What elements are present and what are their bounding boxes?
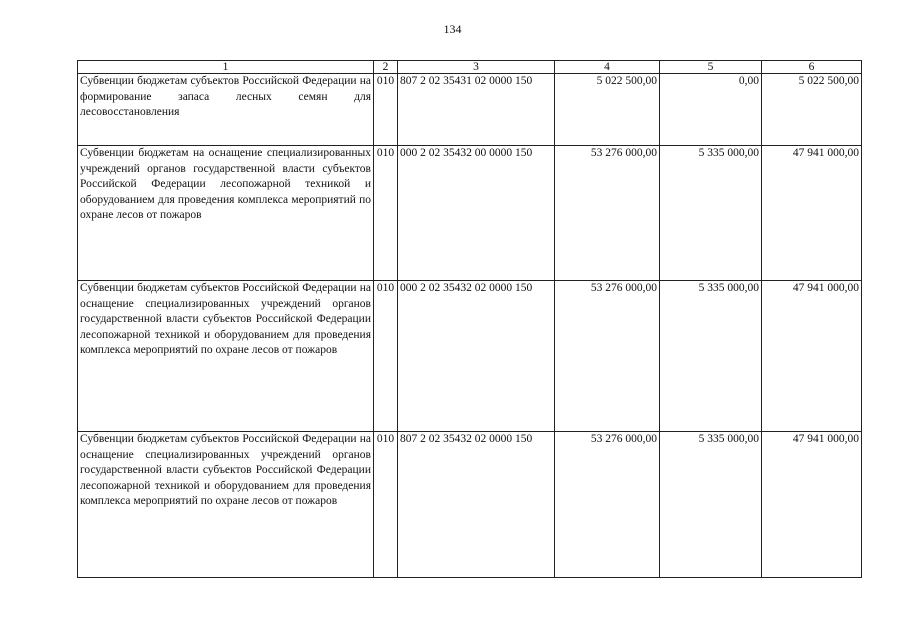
row-amount-col4: 53 276 000,00 <box>555 281 660 432</box>
table-row <box>78 74 862 146</box>
row-code: 010 <box>374 281 398 432</box>
row-budget-classification-code: 000 2 02 35432 00 0000 150 <box>398 146 555 281</box>
budget-table <box>77 60 862 578</box>
column-header-3: 3 <box>398 61 555 74</box>
row-amount-col5: 5 335 000,00 <box>660 146 762 281</box>
table-row <box>78 146 862 281</box>
row-budget-classification-code: 807 2 02 35431 02 0000 150 <box>398 74 555 146</box>
table-row <box>78 432 862 578</box>
row-budget-classification-code: 000 2 02 35432 02 0000 150 <box>398 281 555 432</box>
column-header-2: 2 <box>374 61 398 74</box>
row-description: Субвенции бюджетам субъектов Российской Федерации на оснащение специализированных учреждений органов государственной власти субъектов Российской Федерации лесопожарной техникой и оборудованием для проведения комплекса мероприятий по охране лесов от пожаров <box>78 432 374 578</box>
table-header-row <box>78 61 862 74</box>
column-header-4: 4 <box>555 61 660 74</box>
row-amount-col6: 5 022 500,00 <box>762 74 862 146</box>
row-code: 010 <box>374 74 398 146</box>
row-amount-col5: 0,00 <box>660 74 762 146</box>
row-amount-col4: 5 022 500,00 <box>555 74 660 146</box>
row-description: Субвенции бюджетам субъектов Российской Федерации на формирование запаса лесных семян для лесовосстановления <box>78 74 374 146</box>
row-description: Субвенции бюджетам субъектов Российской Федерации на оснащение специализированных учреждений органов государственной власти субъектов Российской Федерации лесопожарной техникой и оборудованием для проведения комплекса мероприятий по охране лесов от пожаров <box>78 281 374 432</box>
row-budget-classification-code: 807 2 02 35432 02 0000 150 <box>398 432 555 578</box>
page-number: 134 <box>443 22 462 36</box>
column-header-6: 6 <box>762 61 862 74</box>
row-amount-col5: 5 335 000,00 <box>660 432 762 578</box>
row-amount-col6: 47 941 000,00 <box>762 146 862 281</box>
row-description: Субвенции бюджетам на оснащение специализированных учреждений органов государственной власти субъектов Российской Федерации лесопожарной техникой и оборудованием для проведения комплекса мероприятий по охране лесов от пожаров <box>78 146 374 281</box>
row-amount-col5: 5 335 000,00 <box>660 281 762 432</box>
row-code: 010 <box>374 432 398 578</box>
row-amount-col6: 47 941 000,00 <box>762 281 862 432</box>
table-row <box>78 281 862 432</box>
row-amount-col4: 53 276 000,00 <box>555 146 660 281</box>
row-amount-col6: 47 941 000,00 <box>762 432 862 578</box>
row-code: 010 <box>374 146 398 281</box>
column-header-1: 1 <box>78 61 374 74</box>
column-header-5: 5 <box>660 61 762 74</box>
row-amount-col4: 53 276 000,00 <box>555 432 660 578</box>
